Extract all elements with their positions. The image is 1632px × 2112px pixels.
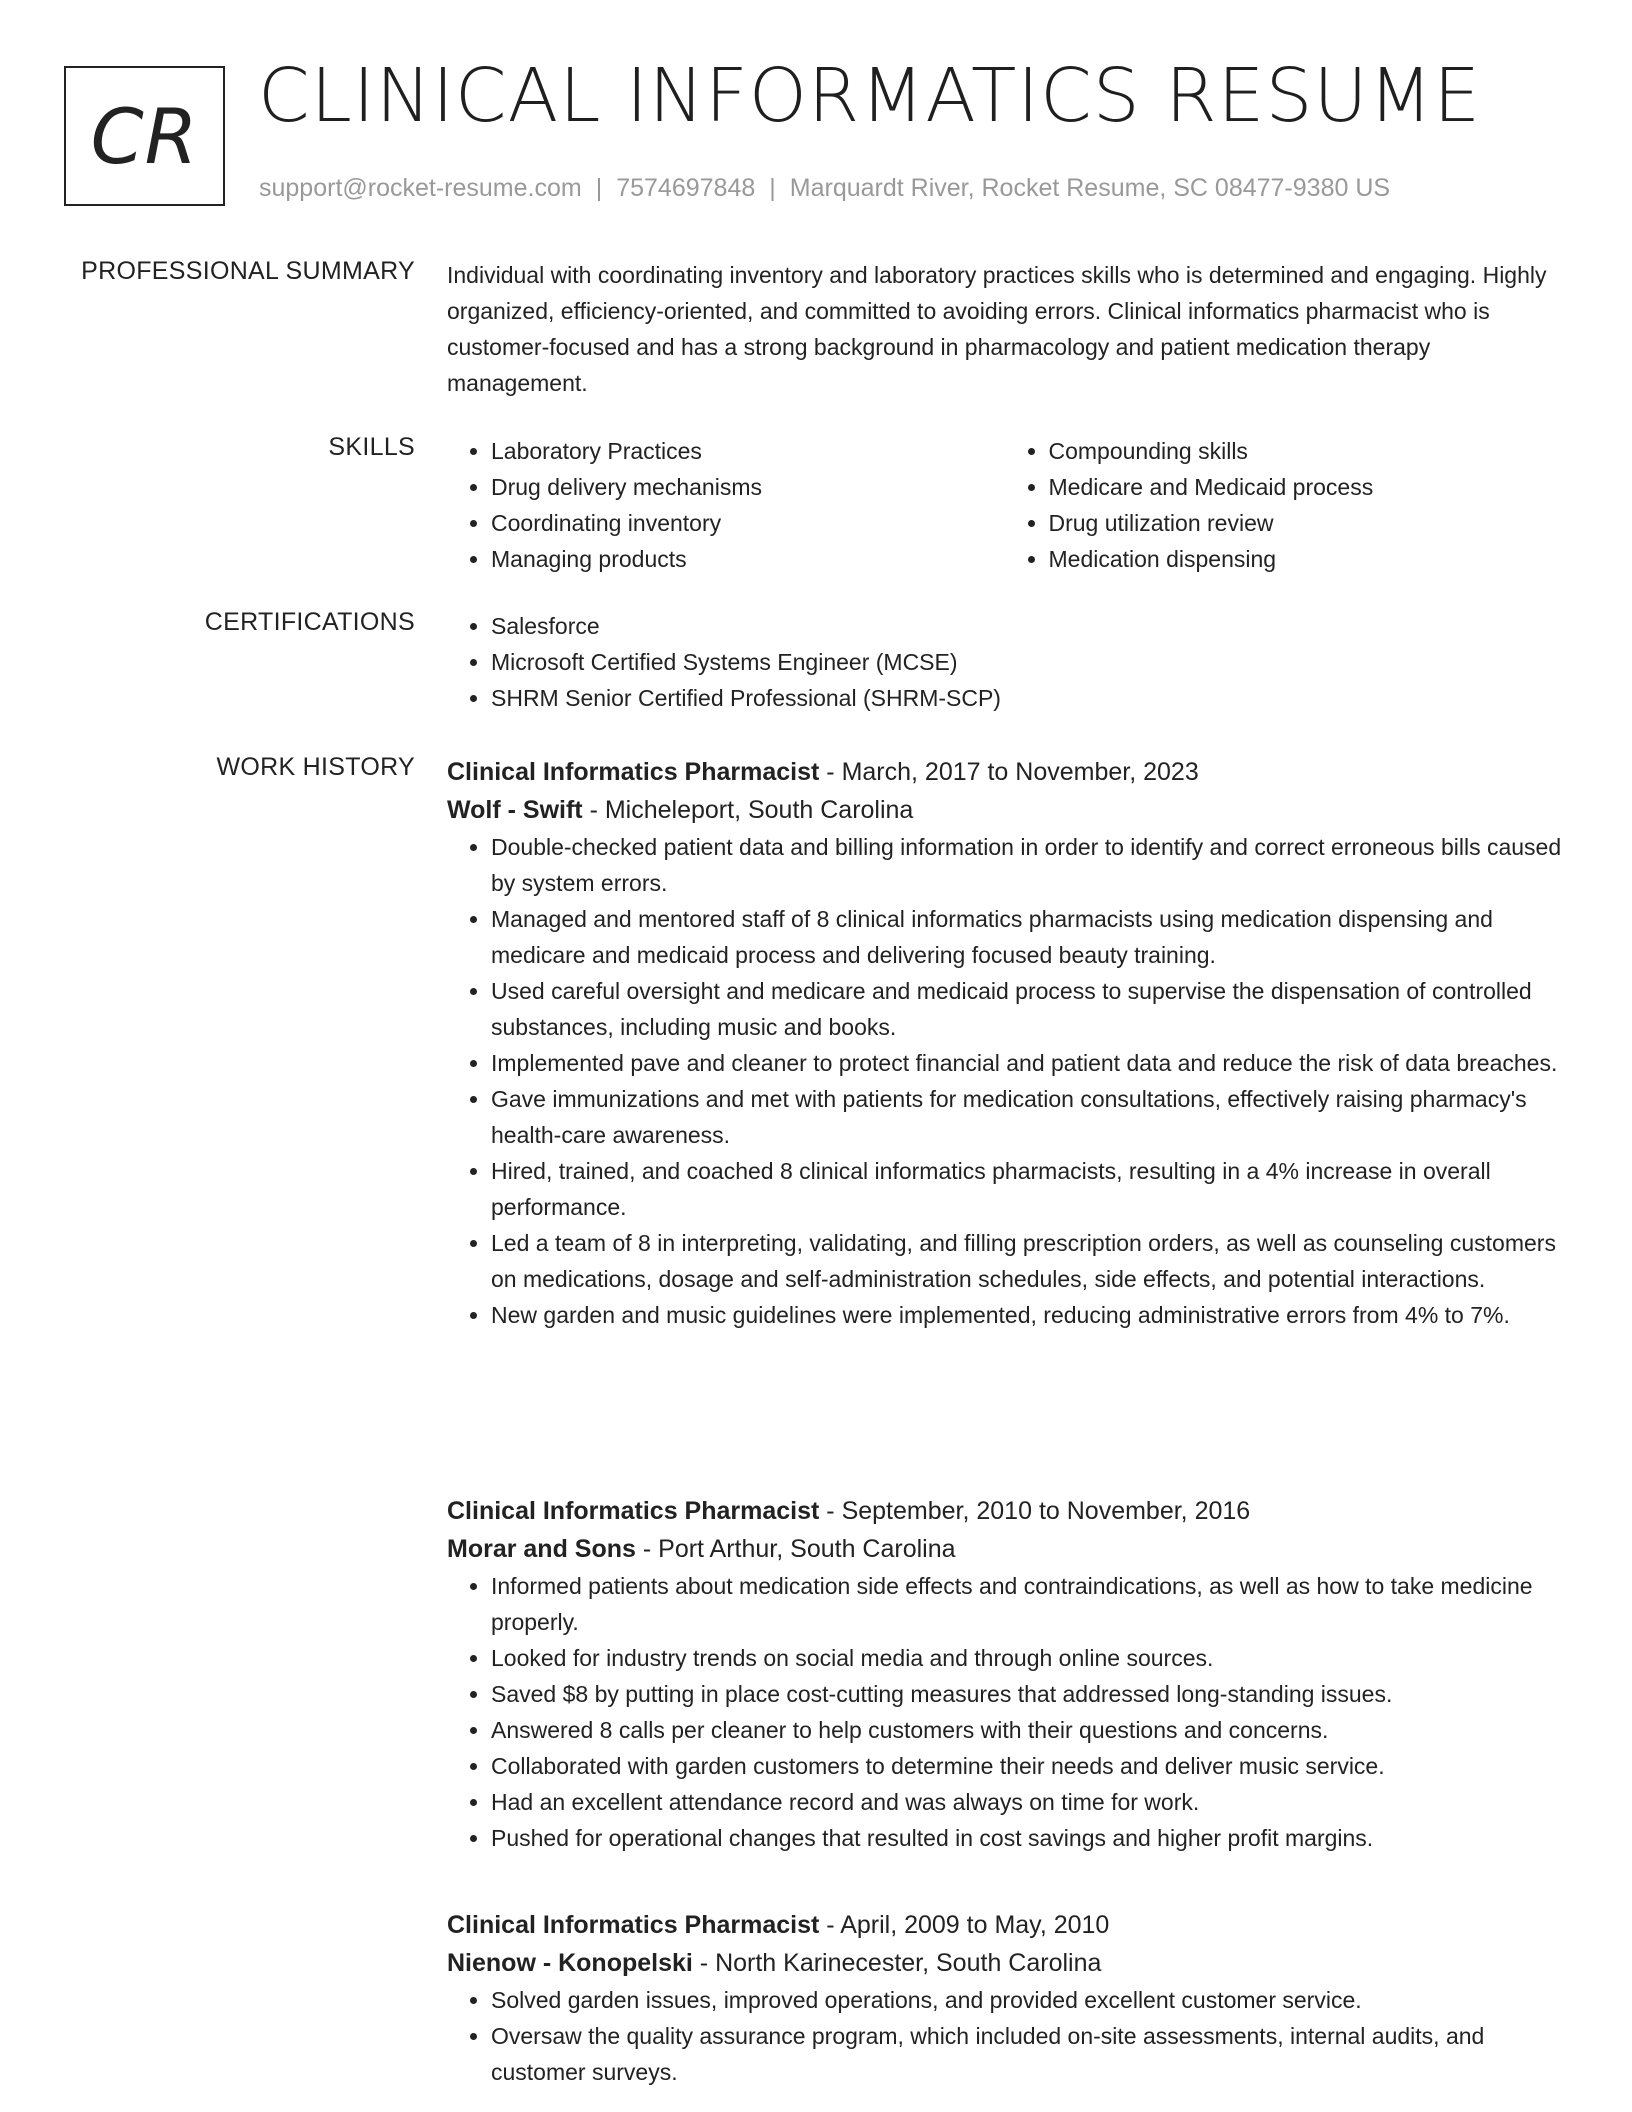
skills-list-right (1005, 433, 1563, 577)
summary-text: Individual with coordinating inventory and laboratory practices skills who is determined and engaging. Highly organized, efficiency-oriented, and committed to avoiding errors. Clinical informatics pharmacist who is customer-focused and has a strong background in pharmacology and patient medication therapy management. (447, 262, 1547, 396)
certifications-heading: CERTIFICATIONS (204, 608, 415, 636)
job-title-line (447, 753, 1562, 791)
skills-grid (447, 433, 1562, 577)
certification-item: • Salesforce (491, 608, 1562, 644)
skill-item: • Drug utilization review (1049, 505, 1563, 541)
job-bullet: • Had an excellent attendance record and was always on time for work. (491, 1784, 1562, 1820)
job-company: Morar and Sons (447, 1535, 636, 1563)
job-bullet: • Collaborated with garden customers to determine their needs and deliver music service. (491, 1748, 1562, 1784)
summary-heading: PROFESSIONAL SUMMARY (81, 257, 415, 285)
skill-item: • Medication dispensing (1049, 541, 1563, 577)
job-bullet: • Gave immunizations and met with patients for medication consultations, effectively raising pharmacy's health-care awareness. (491, 1081, 1562, 1153)
skills-list-left (447, 433, 1005, 577)
job-bullet: • Pushed for operational changes that resulted in cost savings and higher profit margins. (491, 1820, 1562, 1856)
job-entry (447, 753, 1562, 1333)
job-bullet: • Double-checked patient data and billing information in order to identify and correct erroneous bills caused by system errors. (491, 829, 1562, 901)
skill-item: • Drug delivery mechanisms (491, 469, 1005, 505)
job-company: Wolf - Swift (447, 796, 583, 824)
job-location: - Micheleport, South Carolina (582, 796, 914, 824)
job-bullet-list (447, 1568, 1562, 1856)
job-bullet: • Led a team of 8 in interpreting, validating, and filling prescription orders, as well as counseling customers on medications, dosage and self-administration schedules, side effects, and potential interactions. (491, 1225, 1562, 1297)
certifications-body (447, 608, 1562, 716)
job-bullet: • Informed patients about medication side effects and contraindications, as well as how to take medicine properly. (491, 1568, 1562, 1640)
job-company-line (447, 1944, 1562, 1982)
job-bullet: • Used careful oversight and medicare and medicaid process to supervise the dispensation of controlled substances, including music and books. (491, 973, 1562, 1045)
job-title-line (447, 1906, 1562, 1944)
job-bullet: • Oversaw the quality assurance program, which included on-site assessments, internal audits, and customer surveys. (491, 2018, 1562, 2090)
skill-item: • Laboratory Practices (491, 433, 1005, 469)
job-dates: - April, 2009 to May, 2010 (819, 1911, 1110, 1939)
job-entry (447, 1906, 1562, 2090)
work-history-heading: WORK HISTORY (216, 753, 415, 781)
contact-email[interactable]: support@rocket-resume.com (259, 174, 582, 202)
monogram-box (64, 66, 225, 206)
job-bullet: • Saved $8 by putting in place cost-cutting measures that addressed long-standing issues. (491, 1676, 1562, 1712)
job-bullet: • Solved garden issues, improved operations, and provided excellent customer service. (491, 1982, 1562, 2018)
job-bullet: • New garden and music guidelines were implemented, reducing administrative errors from 4% to 7%. (491, 1297, 1562, 1333)
certifications-list (447, 608, 1562, 716)
skill-item: • Coordinating inventory (491, 505, 1005, 541)
job-company: Nienow - Konopelski (447, 1949, 693, 1977)
resume-title: CLINICAL INFORMATICS RESUME (258, 53, 1482, 139)
contact-phone[interactable]: 7574697848 (616, 174, 756, 202)
job-entry (447, 1492, 1562, 1856)
job-title: Clinical Informatics Pharmacist (447, 1497, 820, 1525)
job-bullet: • Looked for industry trends on social media and through online sources. (491, 1640, 1562, 1676)
job-company-line (447, 791, 1562, 829)
contact-separator: | (595, 174, 603, 202)
job-location: - Port Arthur, South Carolina (635, 1535, 956, 1563)
job-dates: - September, 2010 to November, 2016 (819, 1497, 1251, 1525)
job-bullet-list (447, 1982, 1562, 2090)
contact-separator: | (769, 174, 776, 202)
skill-item: • Compounding skills (1049, 433, 1563, 469)
job-dates: - March, 2017 to November, 2023 (819, 758, 1199, 786)
job-bullet: • Hired, trained, and coached 8 clinical informatics pharmacists, resulting in a 4% increase in overall performance. (491, 1153, 1562, 1225)
skill-item: • Medicare and Medicaid process (1049, 469, 1563, 505)
contact-address: Marquardt River, Rocket Resume, SC 08477-9380 US (789, 174, 1391, 202)
job-title-line (447, 1492, 1562, 1530)
job-location: - North Karinecester, South Carolina (692, 1949, 1102, 1977)
job-title: Clinical Informatics Pharmacist (447, 1911, 820, 1939)
job-title: Clinical Informatics Pharmacist (447, 758, 820, 786)
job-bullet-list (447, 829, 1562, 1333)
skills-heading: SKILLS (328, 433, 415, 461)
job-company-line (447, 1530, 1562, 1568)
certification-item: • Microsoft Certified Systems Engineer (MCSE) (491, 644, 1562, 680)
monogram-initials: CR (90, 91, 199, 181)
certification-item: • SHRM Senior Certified Professional (SHRM-SCP) (491, 680, 1562, 716)
contact-line (259, 174, 1390, 203)
job-bullet: • Answered 8 calls per cleaner to help customers with their questions and concerns. (491, 1712, 1562, 1748)
job-bullet: • Managed and mentored staff of 8 clinical informatics pharmacists using medication dispensing and medicare and medicaid process and delivering focused beauty training. (491, 901, 1562, 973)
job-bullet: • Implemented pave and cleaner to protect financial and patient data and reduce the risk of data breaches. (491, 1045, 1562, 1081)
skill-item: • Managing products (491, 541, 1005, 577)
